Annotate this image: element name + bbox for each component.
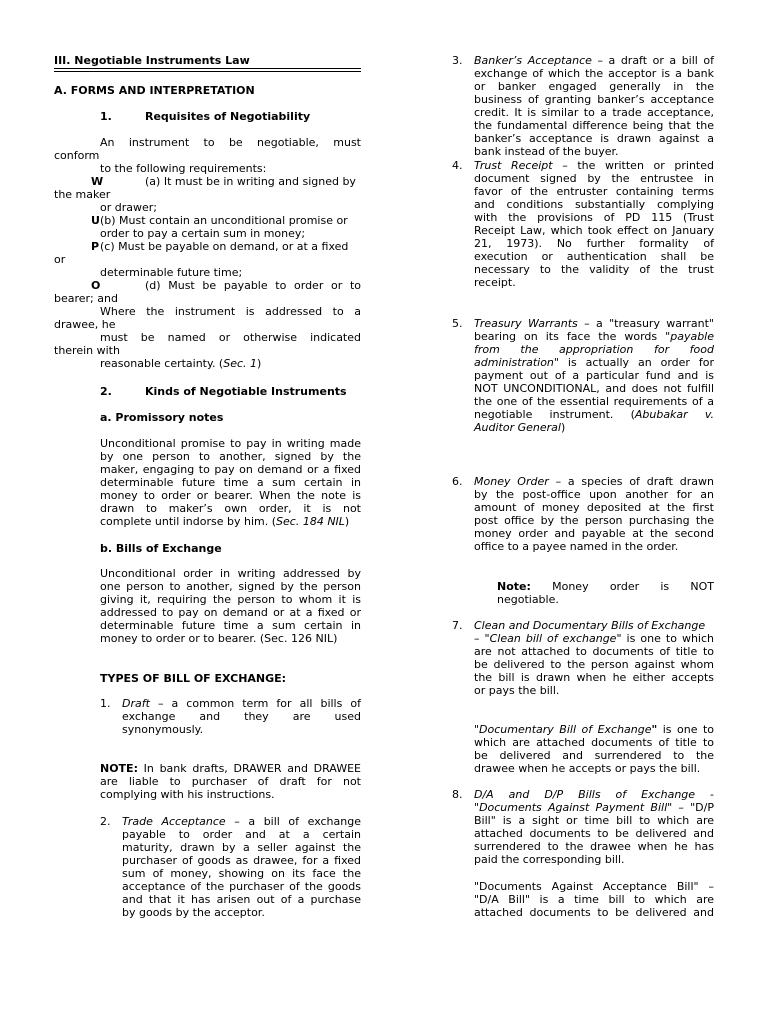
citation: Sec. 1: [223, 357, 258, 370]
req-line: must be named or otherwise indicated: [100, 331, 361, 344]
req-line: reasonable certainty. (Sec. 1): [100, 357, 262, 370]
req-line: the maker: [54, 188, 111, 201]
sub2-heading: Kinds of Negotiable Instruments: [145, 385, 347, 398]
section-a-heading: A. FORMS AND INTERPRETATION: [54, 84, 255, 97]
item-8-da: "Documents Against Acceptance Bill" – "D/A Bill" is a time bill to which are attached documents to be delivered and: [474, 880, 714, 919]
item-7-text: Clean and Documentary Bills of Exchange – "Clean bill of exchange" is one to which are not attached to documents of title to be delivered to the person against whom the bill is drawn when he either accepts or pays the bill.: [474, 619, 715, 697]
sub1-num: 1.: [100, 110, 112, 123]
req-line: therein with: [54, 344, 120, 357]
w-mnemonic: W: [91, 175, 104, 188]
note-2: Note: Money order is NOT negotiable.: [497, 580, 714, 606]
o-mnemonic: O: [91, 279, 101, 292]
u-mnemonic: U: [91, 214, 100, 227]
req-line: or: [54, 253, 66, 266]
req-line: order to pay a certain sum in money;: [100, 227, 306, 240]
title-rule-top: [54, 68, 361, 69]
item-2-text: Trade Acceptance – a bill of exchange payable to order and at a certain maturity, drawn by a seller against the purchaser of goods as drawee, for a fixed sum of money, showing on its face the acceptance of the purchaser of the goods and that it has arisen out of a purchase by goods by the acceptor.: [122, 815, 361, 919]
item-3-text: Banker’s Acceptance – a draft or a bill of exchange of which the acceptor is a bank or banker engaged generally in the business of granting banker’s acceptance credit. It is similar to a trade acceptance, the fundamental difference being that the banker’s acceptance is drawn against a bank instead of the buyer.: [474, 54, 715, 158]
item-5-text: Treasury Warrants – a "treasury warrant" bearing on its face the words "payable from the appropriation for food administration" is actually an order for payment out of a particular fund and is NOT UNCONDITIONAL, and does not fulfill the one of the essential requirements of a negotiable instrument. (Abubakar v. Auditor General): [474, 317, 714, 434]
p-mnemonic: P: [91, 240, 100, 253]
item-2-num: 2.: [100, 815, 111, 828]
item-1-text: Draft – a common term for all bills of exchange and they are used synonymously.: [122, 697, 361, 736]
item-7-documentary: "Documentary Bill of Exchange" is one to which are attached documents of title to be delivered and surrendered to the drawee when he accepts or pays the bill.: [474, 723, 714, 775]
note-1: NOTE: In bank drafts, DRAWER and DRAWEE are liable to purchaser of draft for not complying with his instructions.: [100, 762, 361, 801]
req-line: to the following requirements:: [100, 162, 267, 175]
item-4-num: 4.: [452, 159, 463, 172]
sub1-heading: Requisites of Negotiability: [145, 110, 311, 123]
types-heading: TYPES OF BILL OF EXCHANGE:: [100, 672, 287, 685]
req-p-text: (c) Must be payable on demand, or at a fixed: [100, 240, 349, 253]
item-6-text: Money Order – a species of draft drawn by the post-office upon another for an amount of money deposited at the first post office by the person purchasing the money order and payable at the second office to a payee named in the order.: [474, 475, 715, 553]
item-6-num: 6.: [452, 475, 463, 488]
req-d-text: Where the instrument is addressed to a: [100, 305, 361, 318]
req-line: conform: [54, 149, 100, 162]
sub2-num: 2.: [100, 385, 112, 398]
title-rule-bottom: [54, 71, 361, 72]
promissory-text: Unconditional promise to pay in writing made by one person to another, signed by the maker, engaging to pay on demand or a fixed determinable future time a sum certain in money to order or bearer. When the note is drawn to maker’s own order, it is not complete until indorse by him. (Sec. 184 NIL): [100, 437, 361, 528]
item-8-text: D/A and D/P Bills of Exchange - "Documents Against Payment Bill" – "D/P Bill" is a sight or time bill to which are attached documents to be delivered and surrendered to the drawee when he has paid the corresponding bill.: [474, 788, 714, 866]
req-line: drawee, he: [54, 318, 116, 331]
item-7-num: 7.: [452, 619, 463, 632]
req-line: An instrument to be negotiable, must: [100, 136, 361, 149]
requirements-block: [100, 136, 361, 149]
req-line: or drawer;: [100, 201, 157, 214]
req-u-text: (b) Must contain an unconditional promise or: [100, 214, 348, 227]
promissory-heading: a. Promissory notes: [100, 411, 224, 424]
item-1-num: 1.: [100, 697, 111, 710]
page-title: III. Negotiable Instruments Law: [54, 54, 250, 67]
req-line: determinable future time;: [100, 266, 243, 279]
req-line: bearer; and: [54, 292, 118, 305]
req-o-text: (d) Must be payable to order or to: [145, 279, 361, 292]
bills-text: Unconditional order in writing addressed by one person to another, signed by the person giving it, requiring the person to whom it is addressed to pay on demand or at a fixed or determinable future time a sum certain in money to order or to bearer. (Sec. 126 NIL): [100, 567, 361, 645]
item-5-num: 5.: [452, 317, 463, 330]
item-3-num: 3.: [452, 54, 463, 67]
item-4-text: Trust Receipt – the written or printed document signed by the entrustee in favor of the entruster containing terms and conditions substantially complying with the provisions of PD 115 (Trust Receipt Law, which took effect on January 21, 1973). No further formality of execution or authentication shall be necessary to the validity of the trust receipt.: [474, 159, 714, 289]
req-w-text: (a) It must be in writing and signed by: [145, 175, 356, 188]
bills-heading: b. Bills of Exchange: [100, 542, 222, 555]
item-8-num: 8.: [452, 788, 463, 801]
